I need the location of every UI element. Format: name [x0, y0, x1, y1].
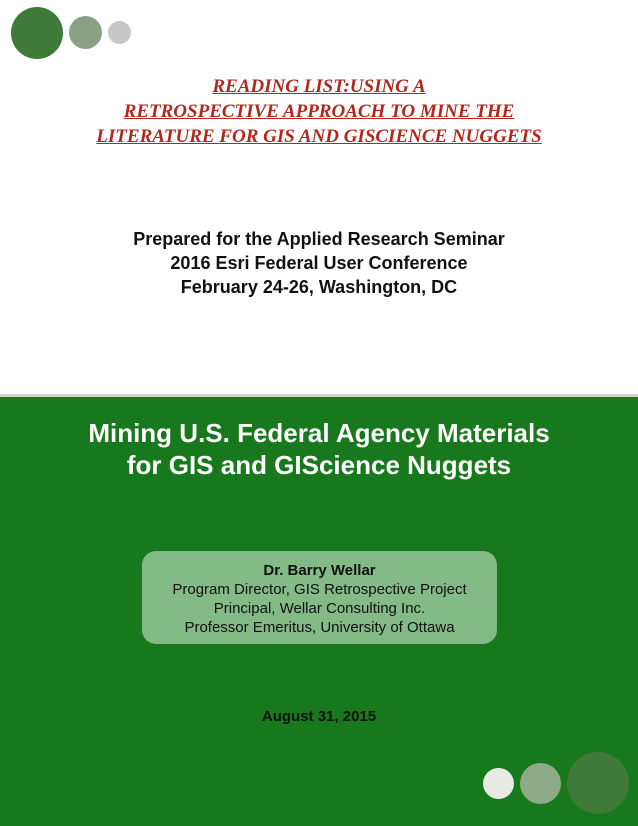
subtitle-line: Mining U.S. Federal Agency Materials [88, 418, 550, 448]
report-title-line: LITERATURE FOR GIS AND GISCIENCE NUGGETS [96, 126, 542, 147]
decorative-circle-medium [520, 763, 561, 804]
prepared-line: February 24-26, Washington, DC [180, 277, 458, 297]
prepared-for-block [40, 227, 598, 299]
prepared-line: Prepared for the Applied Research Seminar [133, 229, 505, 249]
decorative-circle-medium [69, 16, 102, 49]
author-name: Dr. Barry Wellar [263, 562, 376, 579]
author-role: Principal, Wellar Consulting Inc. [213, 600, 426, 617]
decorative-circle-large [567, 752, 629, 814]
author-box [142, 551, 497, 644]
author-role: Professor Emeritus, University of Ottawa [184, 619, 455, 636]
decorative-circle-large [11, 7, 63, 59]
report-title-line: READING LIST:USING A [212, 76, 426, 97]
subtitle-line: for GIS and GIScience Nuggets [126, 450, 512, 480]
report-title-line: RETROSPECTIVE APPROACH TO MINE THE [123, 101, 515, 122]
prepared-line: 2016 Esri Federal User Conference [170, 253, 468, 273]
decorative-circle-small [483, 768, 514, 799]
decorative-circle-small [108, 21, 131, 44]
author-role: Program Director, GIS Retrospective Project [172, 581, 467, 598]
subtitle [40, 417, 598, 481]
report-title [40, 74, 598, 149]
report-date: August 31, 2015 [261, 708, 377, 725]
